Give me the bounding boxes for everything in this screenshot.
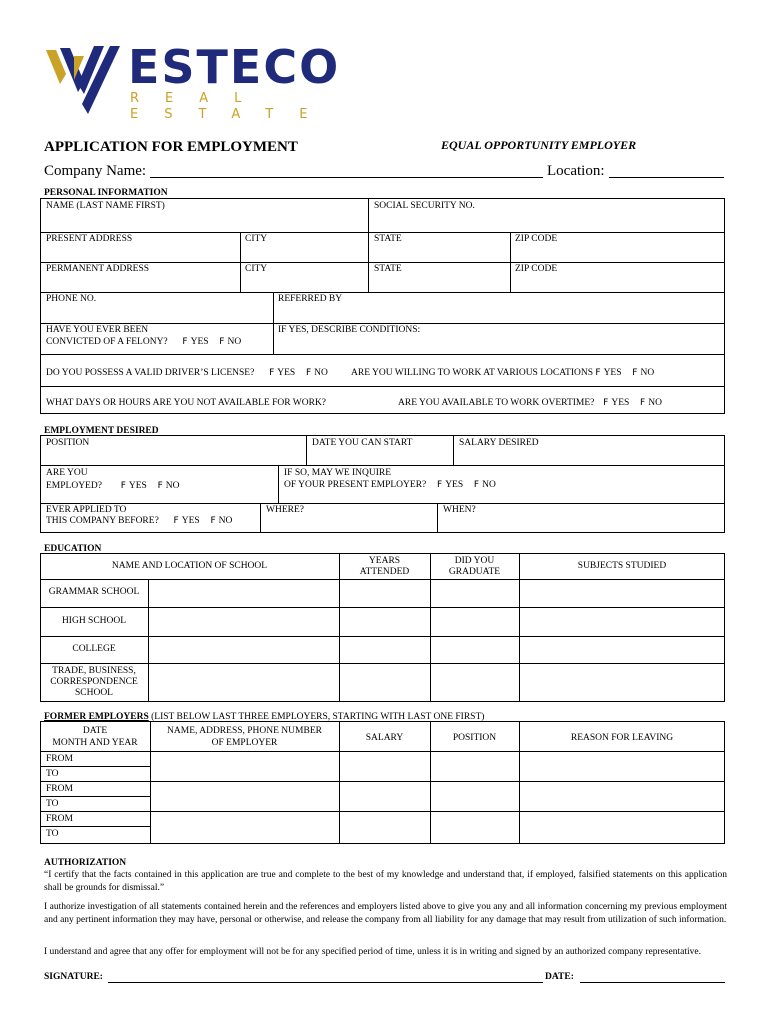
signature-field[interactable] bbox=[108, 982, 543, 983]
phone-field[interactable]: PHONE NO. bbox=[46, 294, 97, 304]
name-field[interactable]: NAME (LAST NAME FIRST) bbox=[46, 201, 165, 211]
start-date-field[interactable]: DATE YOU CAN START bbox=[312, 438, 413, 448]
license-no-checkbox[interactable]: F NO bbox=[305, 368, 328, 378]
applied-yes-checkbox[interactable]: F YES bbox=[173, 516, 200, 526]
locations-yes-checkbox[interactable]: F YES bbox=[595, 368, 622, 378]
salary-desired-field[interactable]: SALARY DESIRED bbox=[459, 438, 539, 448]
inquire-question-line1: IF SO, MAY WE INQUIRE bbox=[284, 468, 392, 478]
edu-row-trade-3: SCHOOL bbox=[74, 688, 113, 698]
present-address-field[interactable]: PRESENT ADDRESS bbox=[46, 234, 133, 244]
overtime-question: ARE YOU AVAILABLE TO WORK OVERTIME? F YES F NO bbox=[398, 398, 662, 408]
locations-no-checkbox[interactable]: F NO bbox=[632, 368, 655, 378]
authorization-certify: “I certify that the facts contained in this application are true and complete to the best of my knowledge and understand that, if employed, falsified statements on this application shall be grounds for dismissal.” bbox=[44, 870, 727, 893]
fe-col-date-1: DATE bbox=[82, 726, 108, 736]
fe-row-from-3[interactable]: FROM bbox=[46, 814, 73, 824]
form-title: APPLICATION FOR EMPLOYMENT bbox=[44, 139, 298, 155]
permanent-city-field[interactable]: CITY bbox=[245, 264, 268, 274]
position-field[interactable]: POSITION bbox=[46, 438, 90, 448]
permanent-state-field[interactable]: STATE bbox=[374, 264, 402, 274]
applied-no-checkbox[interactable]: F NO bbox=[210, 516, 233, 526]
permanent-address-field[interactable]: PERMANENT ADDRESS bbox=[46, 264, 150, 274]
employed-question-line1: ARE YOU bbox=[46, 468, 88, 478]
date-label: DATE: bbox=[545, 972, 574, 982]
authorization-agreement: I understand and agree that any offer for employment will not be for any specified period of time, unless it is in writing and signed by an authorized company representative. bbox=[44, 947, 701, 957]
felony-describe-field[interactable]: IF YES, DESCRIBE CONDITIONS: bbox=[278, 325, 421, 335]
employed-yes-checkbox[interactable]: F YES bbox=[120, 481, 147, 491]
applied-question-line2: THIS COMPANY BEFORE? F YES F NO bbox=[46, 516, 233, 526]
applied-where-field[interactable]: WHERE? bbox=[266, 505, 304, 515]
edu-col-years-1: YEARS bbox=[368, 556, 401, 566]
authorization-investigation: I authorize investigation of all statements contained herein and the references and employers listed above to give you any and all information concerning my previous employment and any pertinent information they may have, personal or otherwise, and release the company from all liability for any damage that may result from utilization of such information. bbox=[44, 902, 727, 925]
personal-info-table bbox=[40, 198, 725, 414]
locations-question: ARE YOU WILLING TO WORK AT VARIOUS LOCATIONS F YES F NO bbox=[351, 368, 655, 378]
employed-no-checkbox[interactable]: F NO bbox=[157, 481, 180, 491]
former-section-title: FORMER EMPLOYERS (LIST BELOW LAST THREE EMPLOYERS, STARTING WITH LAST ONE FIRST) bbox=[44, 712, 485, 722]
fe-row-to-2[interactable]: TO bbox=[46, 799, 59, 809]
felony-question-line1: HAVE YOU EVER BEEN bbox=[46, 325, 149, 335]
personal-section-title: PERSONAL INFORMATION bbox=[44, 188, 168, 198]
edu-col-grad-2: GRADUATE bbox=[448, 567, 501, 577]
authorization-title: AUTHORIZATION bbox=[44, 858, 127, 868]
inquire-no-checkbox[interactable]: F NO bbox=[473, 480, 496, 490]
edu-col-years-2: ATTENDED bbox=[359, 567, 410, 577]
fe-row-to-1[interactable]: TO bbox=[46, 769, 59, 779]
fe-col-date-2: MONTH AND YEAR bbox=[52, 738, 138, 748]
overtime-no-checkbox[interactable]: F NO bbox=[640, 398, 662, 408]
signature-label: SIGNATURE: bbox=[44, 972, 103, 982]
employed-question-line2: EMPLOYED? F YES F NO bbox=[46, 481, 180, 491]
license-question: DO YOU POSSESS A VALID DRIVER’S LICENSE? F YES F NO bbox=[46, 368, 328, 378]
edu-row-college: COLLEGE bbox=[72, 644, 116, 654]
fe-col-name-1: NAME, ADDRESS, PHONE NUMBER bbox=[167, 726, 322, 736]
fe-row-from-1[interactable]: FROM bbox=[46, 754, 73, 764]
company-name-label: Company Name: bbox=[44, 163, 147, 179]
permanent-zip-field[interactable]: ZIP CODE bbox=[515, 264, 558, 274]
felony-no-checkbox[interactable]: F NO bbox=[219, 337, 242, 347]
eoe-statement: EQUAL OPPORTUNITY EMPLOYER bbox=[441, 138, 637, 152]
edu-row-trade-1: TRADE, BUSINESS, bbox=[52, 666, 136, 676]
location-label: Location: bbox=[547, 163, 605, 179]
ssn-field[interactable]: SOCIAL SECURITY NO. bbox=[374, 201, 475, 211]
logo-name: ESTECO bbox=[128, 40, 341, 94]
felony-question-line2: CONVICTED OF A FELONY? F YES F NO bbox=[46, 337, 242, 347]
overtime-yes-checkbox[interactable]: F YES bbox=[603, 398, 630, 408]
date-field[interactable] bbox=[580, 982, 725, 983]
fe-col-name-2: OF EMPLOYER bbox=[211, 738, 278, 748]
fe-col-salary: SALARY bbox=[365, 733, 404, 743]
fe-row-to-3[interactable]: TO bbox=[46, 829, 59, 839]
inquire-yes-checkbox[interactable]: F YES bbox=[437, 480, 464, 490]
edu-row-grammar: GRAMMAR SCHOOL bbox=[48, 587, 140, 597]
fe-col-position: POSITION bbox=[452, 733, 497, 743]
company-logo bbox=[44, 40, 374, 122]
present-city-field[interactable]: CITY bbox=[245, 234, 268, 244]
fe-col-reason: REASON FOR LEAVING bbox=[570, 733, 674, 743]
referred-by-field[interactable]: REFERRED BY bbox=[278, 294, 343, 304]
applied-when-field[interactable]: WHEN? bbox=[443, 505, 476, 515]
inquire-question-line2: OF YOUR PRESENT EMPLOYER? F YES F NO bbox=[284, 480, 496, 490]
logo-w-mark-icon bbox=[44, 44, 136, 116]
fe-row-from-2[interactable]: FROM bbox=[46, 784, 73, 794]
logo-subtitle: REAL ESTATE bbox=[130, 91, 334, 122]
felony-yes-checkbox[interactable]: F YES bbox=[182, 337, 209, 347]
edu-col-school: NAME AND LOCATION OF SCHOOL bbox=[111, 561, 268, 571]
edu-col-subjects: SUBJECTS STUDIED bbox=[577, 561, 667, 571]
edu-row-trade-2: CORRESPONDENCE bbox=[50, 677, 138, 687]
days-unavailable-question[interactable]: WHAT DAYS OR HOURS ARE YOU NOT AVAILABLE FOR WORK? bbox=[46, 398, 327, 408]
present-zip-field[interactable]: ZIP CODE bbox=[515, 234, 558, 244]
company-name-field[interactable] bbox=[150, 177, 543, 178]
edu-row-high-school: HIGH SCHOOL bbox=[61, 616, 127, 626]
education-section-title: EDUCATION bbox=[44, 544, 102, 554]
location-field[interactable] bbox=[609, 177, 724, 178]
employment-section-title: EMPLOYMENT DESIRED bbox=[44, 426, 159, 436]
edu-col-grad-1: DID YOU bbox=[454, 556, 495, 566]
present-state-field[interactable]: STATE bbox=[374, 234, 402, 244]
applied-question-line1: EVER APPLIED TO bbox=[46, 505, 127, 515]
license-yes-checkbox[interactable]: F YES bbox=[269, 368, 296, 378]
